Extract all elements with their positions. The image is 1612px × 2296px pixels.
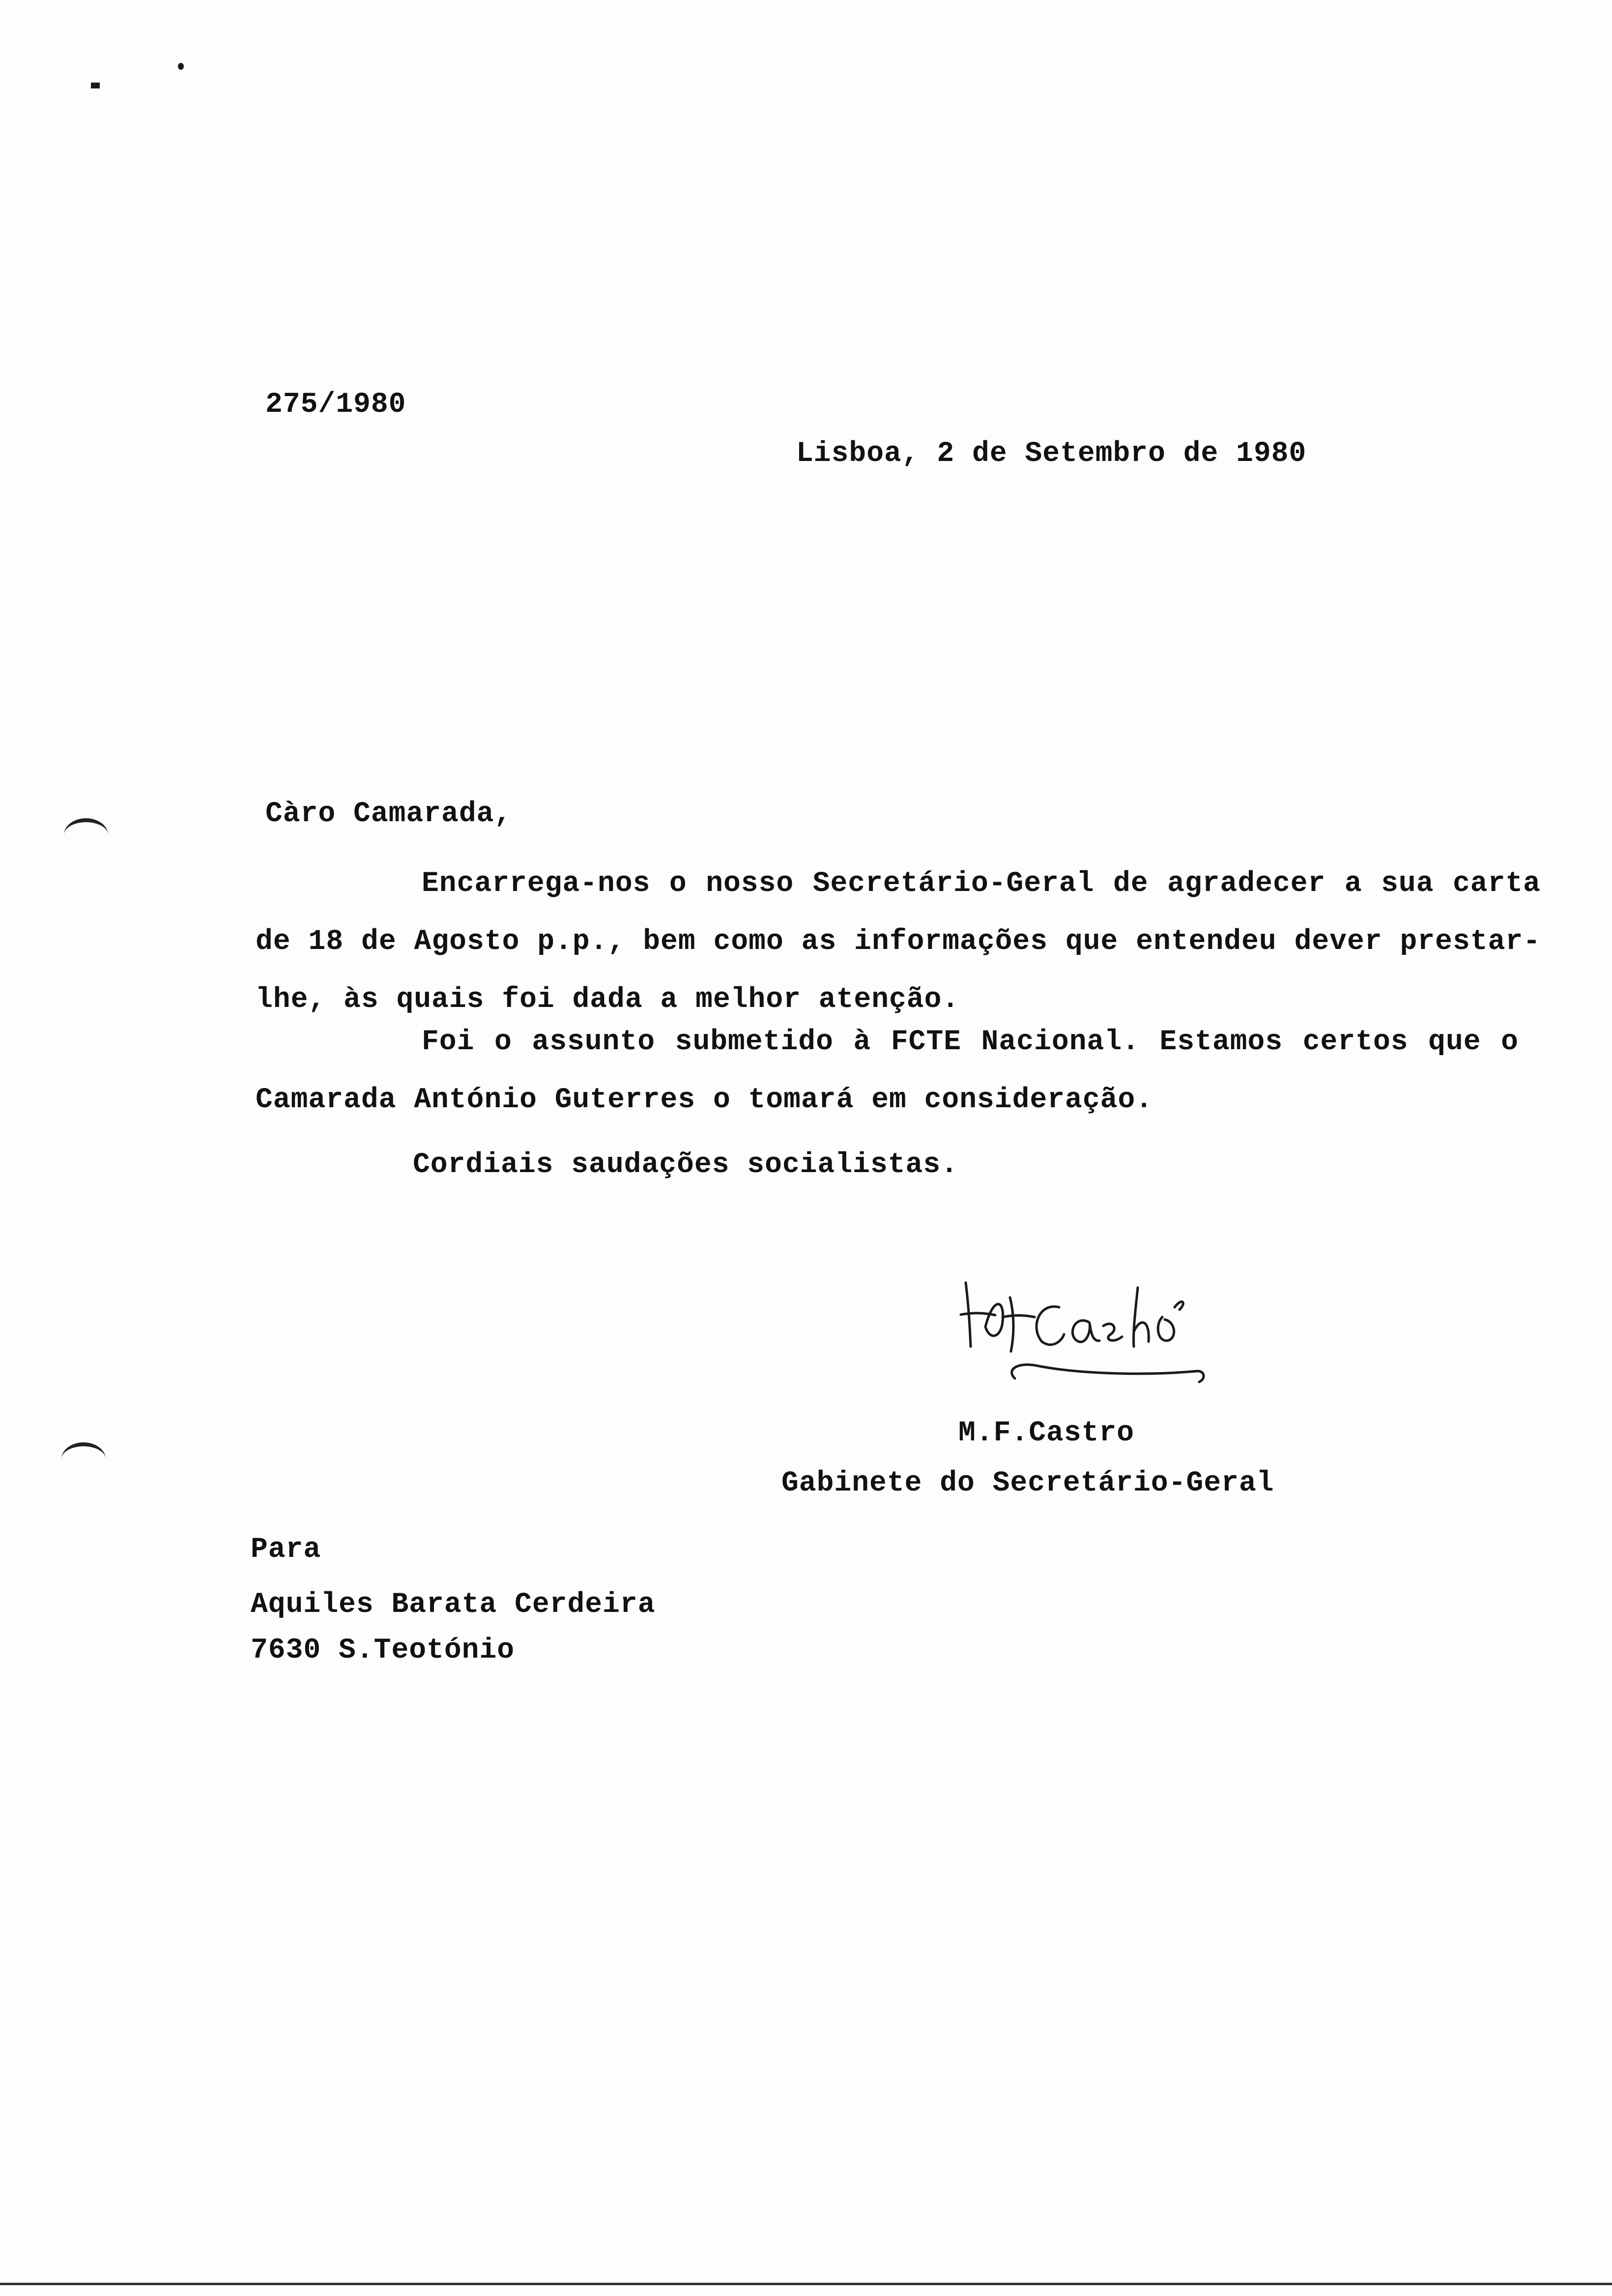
sender-office: Gabinete do Secretário-Geral: [781, 1467, 1274, 1499]
scan-speck: [91, 83, 100, 88]
punch-hole-mark: [64, 818, 108, 852]
recipient-label: Para: [251, 1534, 321, 1566]
place-and-date: Lisboa, 2 de Setembro de 1980: [796, 438, 1307, 470]
closing-line: Cordiais saudações socialistas.: [413, 1149, 958, 1181]
reference-number: 275/1980: [265, 389, 406, 421]
handwritten-signature: [956, 1268, 1231, 1401]
sender-name: M.F.Castro: [958, 1417, 1135, 1449]
recipient-address: 7630 S.Teotónio: [251, 1635, 515, 1666]
salutation: Càro Camarada,: [265, 798, 512, 830]
body-paragraph-2: Foi o assunto submetido à FCTE Nacional. Estamos certos que o Camarada António Guterres o tomará em consideração.: [256, 1026, 1519, 1116]
recipient-name: Aquiles Barata Cerdeira: [251, 1589, 656, 1621]
body-paragraph-1: Encarrega-nos o nosso Secretário-Geral de agradecer a sua carta de 18 de Agosto p.p., bem como as informações que entendeu dever prestar-lhe, às quais foi dada a melhor atenção.: [256, 868, 1541, 1016]
scan-speck: [178, 63, 184, 70]
scan-bottom-edge: [0, 2283, 1612, 2285]
punch-hole-mark: [61, 1442, 106, 1476]
